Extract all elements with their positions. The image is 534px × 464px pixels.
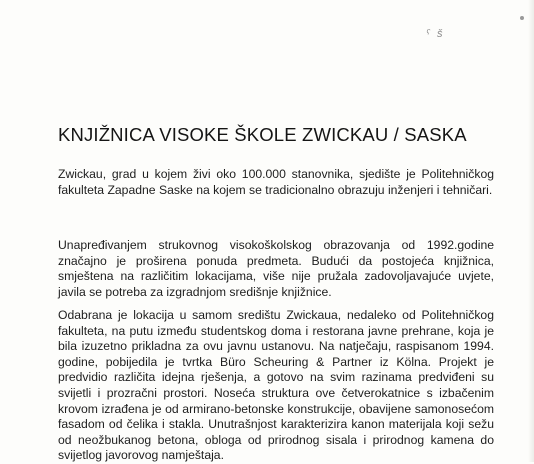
scan-edge-shadow: [528, 0, 534, 462]
handwritten-mark: ˁ š: [426, 28, 445, 40]
document-title: KNJIŽNICA VISOKE ŠKOLE ZWICKAU / SASKA: [58, 124, 467, 145]
paragraph-education: Unapređivanjem strukovnog visokoškolskog obrazovanja od 1992.godine značajno je proširena ponuda predmeta. Budući da postojeća knjižnica, smještena na različitim lokacijama, više nije pružala zadovoljavajuće uvjete, javila se potreba za izgradnjom središnje knjižnice.: [58, 238, 494, 299]
scan-speck: [520, 16, 524, 20]
paragraph-intro: Zwickau, grad u kojem živi oko 100.000 stanovnika, sjedište je Politehničkog fakulteta Zapadne Saske na kojem se tradicionalno obrazuju inženjeri i tehničari.: [58, 167, 494, 197]
paragraph-location: Odabrana je lokacija u samom središtu Zwickaua, nedaleko od Politehničkog fakulteta, na putu između studentskog doma i restorana javne prehrane, koja je bila izuzetno prikladna za ovu javnu ustanovu. Na natječaju, raspisanom 1994. godine, pobijedila je tvrtka Büro Scheuring & Partner iz Kölna. Projekt je predvidio različita idejna rješenja, a gotovo na svim razinama predviđeni su svijetli i prozračni prostori. Noseća struktura ove četverokatnice s izbačenim krovom izrađena je od armirano-betonske konstrukcije, obavijene samonosećom fasadom od čelika i stakla. Unutrašnjost karakterizira kanon materijala koji sežu od neožbukanog betona, obloga od prirodnog sisala i prirodnog kamena do svijetlog javorovog namještaja.: [58, 308, 494, 463]
